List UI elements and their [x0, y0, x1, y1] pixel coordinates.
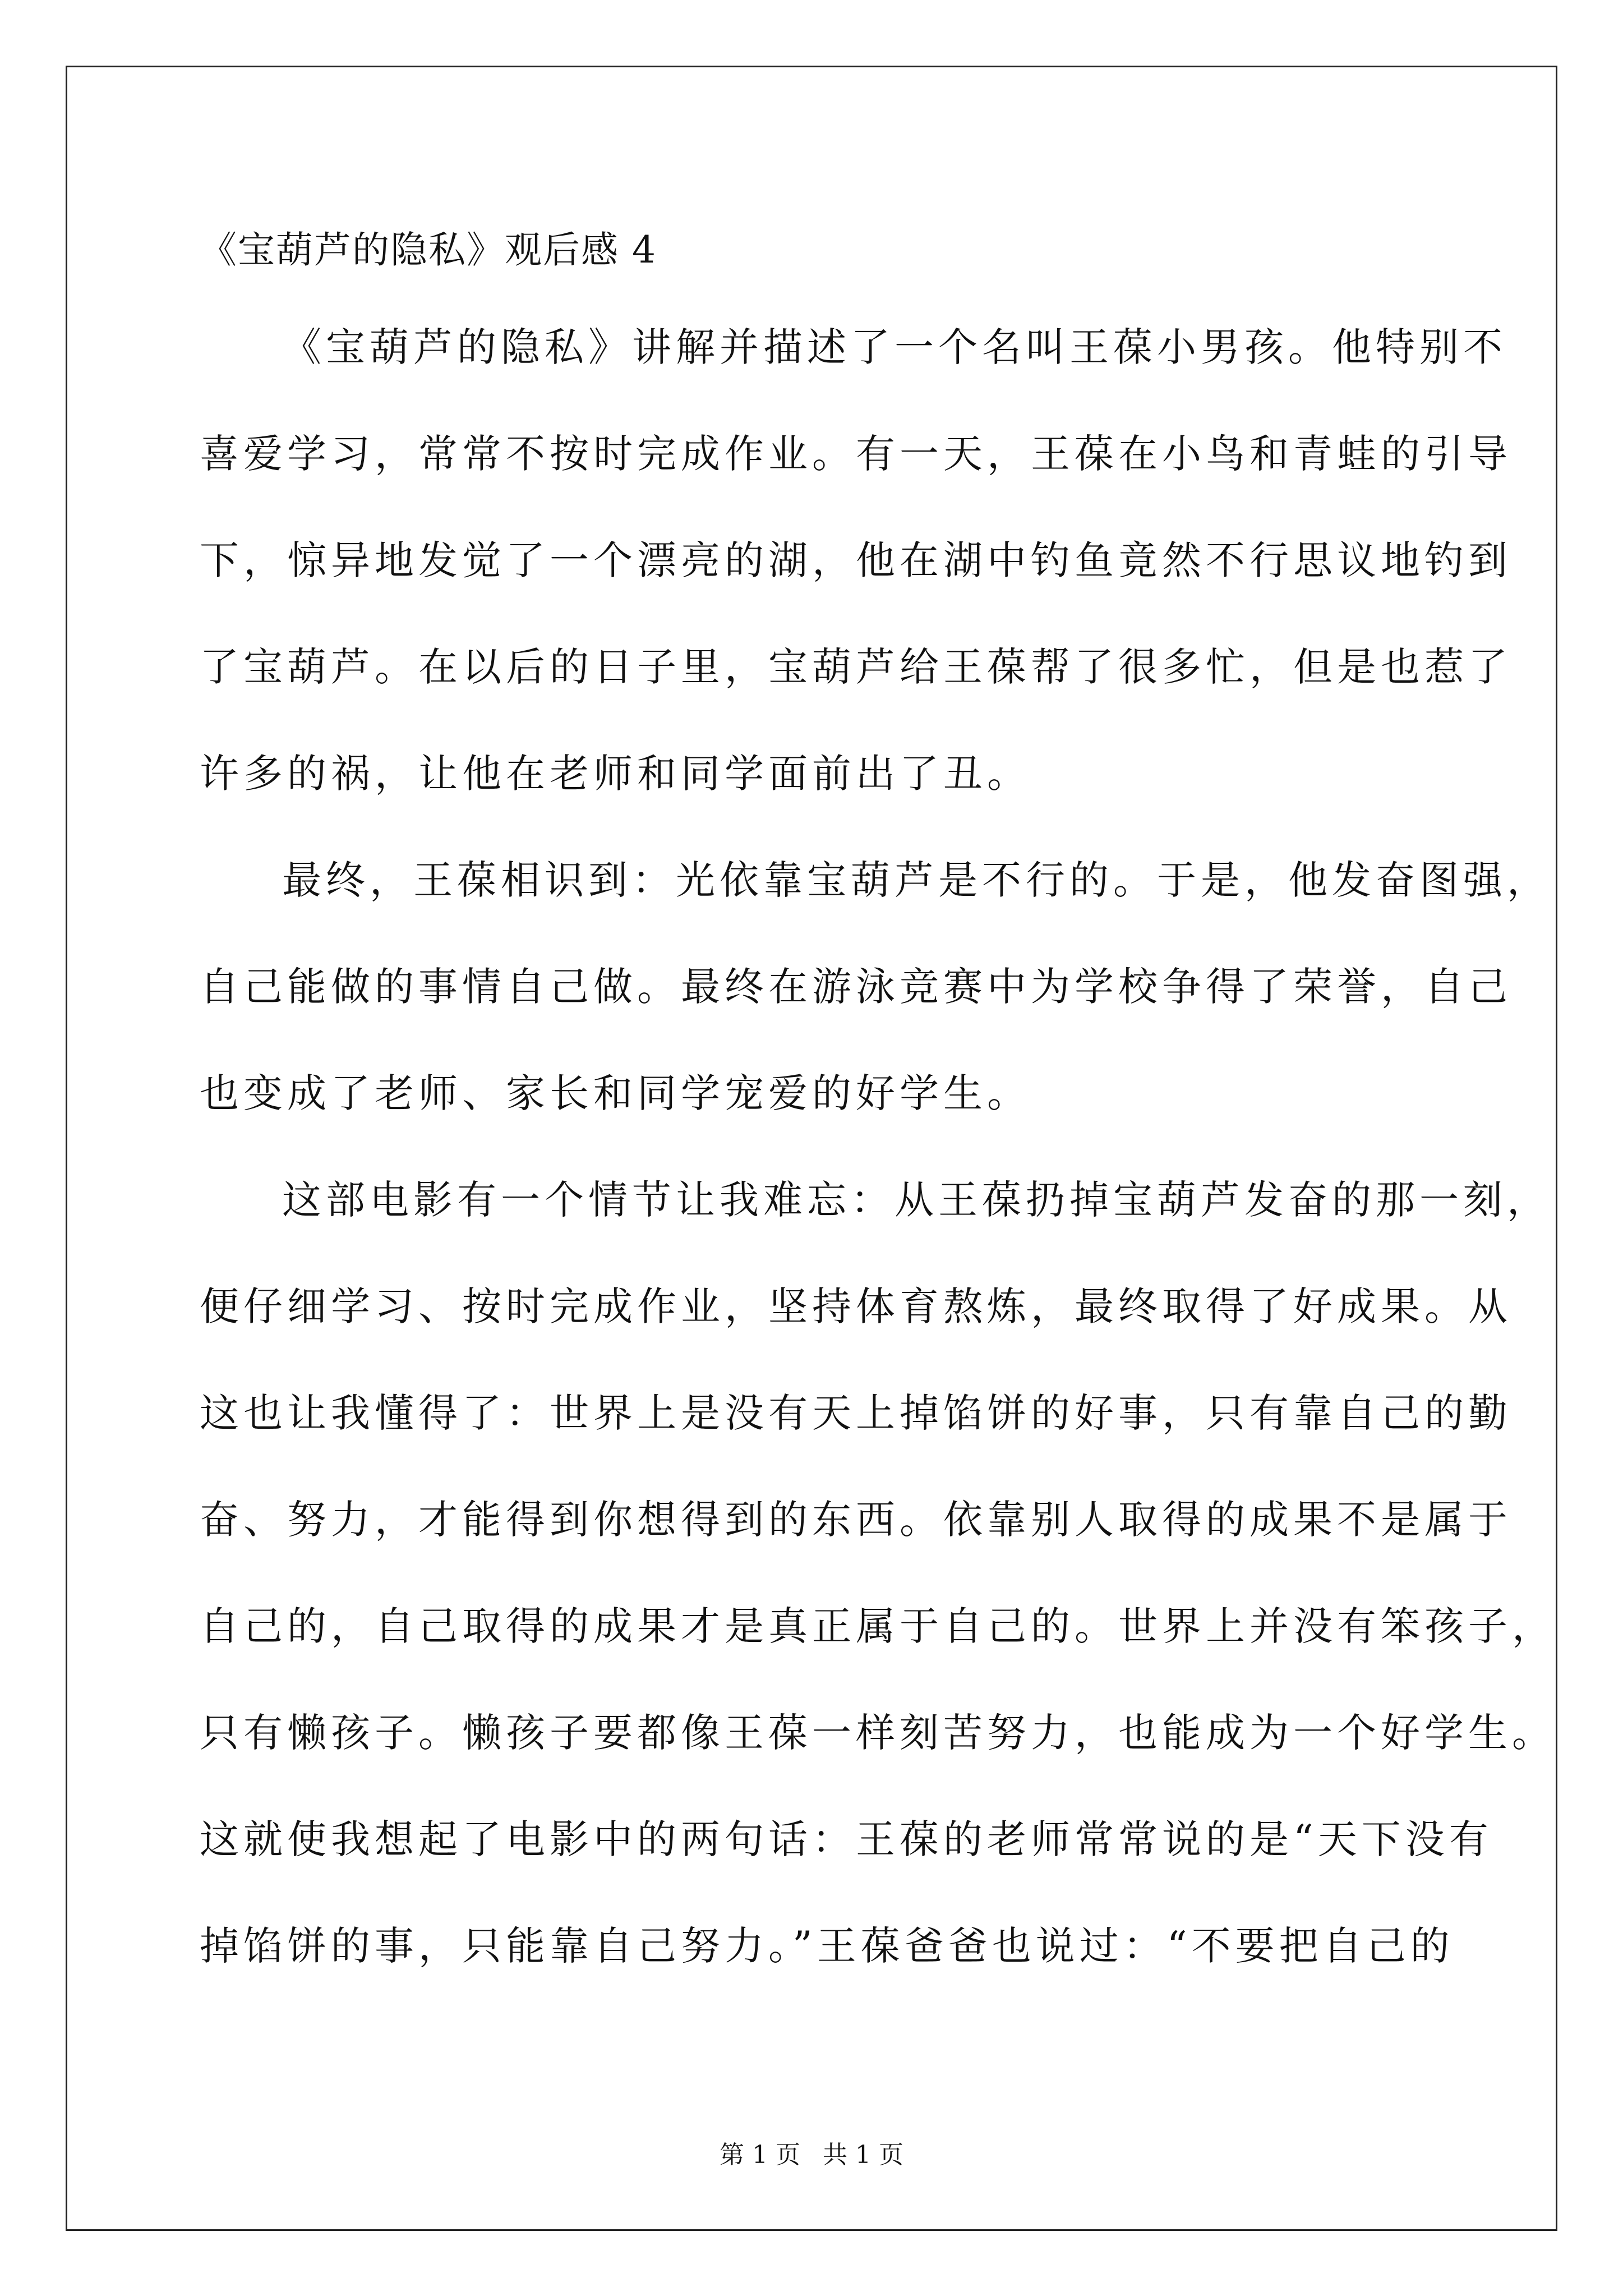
paragraph-2-line-2: 自己能做的事情自己做。最终在游泳竞赛中为学校争得了荣誉，自己 [200, 964, 1512, 1010]
paragraph-1-line-4: 了宝葫芦。在以后的日子里，宝葫芦给王葆帮了很多忙，但是也惹了 [200, 644, 1512, 690]
paragraph-2-line-1: 最终，王葆相识到：光依靠宝葫芦是不行的。于是，他发奋图强， [282, 857, 1551, 903]
paragraph-3-line-4: 奋、努力，才能得到你想得到的东西。依靠别人取得的成果不是属于 [200, 1497, 1512, 1543]
paragraph-1-line-1: 《宝葫芦的隐私》讲解并描述了一个名叫王葆小男孩。他特别不 [282, 324, 1507, 370]
paragraph-3-line-2: 便仔细学习、按时完成作业，坚持体育熬炼，最终取得了好成果。从 [200, 1283, 1512, 1329]
paragraph-1-line-3: 下，惊异地发觉了一个漂亮的湖，他在湖中钓鱼竟然不行思议地钓到 [200, 537, 1512, 583]
paragraph-3-line-3: 这也让我懂得了：世界上是没有天上掉馅饼的好事，只有靠自己的勤 [200, 1390, 1512, 1436]
document-title: 《宝葫芦的隐私》观后感 4 [200, 228, 657, 272]
paragraph-3-line-1: 这部电影有一个情节让我难忘：从王葆扔掉宝葫芦发奋的那一刻， [282, 1177, 1551, 1223]
paragraph-1-line-2: 喜爱学习，常常不按时完成作业。有一天，王葆在小鸟和青蛙的引导 [200, 431, 1512, 477]
page-number: 第 1 页 [720, 2141, 800, 2169]
page-total: 共 1 页 [823, 2141, 903, 2169]
paragraph-1-line-5: 许多的祸，让他在老师和同学面前出了丑。 [200, 751, 1031, 797]
paragraph-3-line-7: 这就使我想起了电影中的两句话：王葆的老师常常说的是“天下没有 [200, 1816, 1493, 1862]
paragraph-3-line-6: 只有懒孩子。懒孩子要都像王葆一样刻苦努力，也能成为一个好学生。 [200, 1710, 1556, 1756]
paragraph-3-line-8: 掉馅饼的事，只能靠自己努力。”王葆爸爸也说过：“不要把自己的 [200, 1923, 1454, 1969]
document-body [200, 294, 1556, 1999]
paragraph-2-line-3: 也变成了老师、家长和同学宠爱的好学生。 [200, 1070, 1031, 1116]
paragraph-3-line-5: 自己的，自己取得的成果才是真正属于自己的。世界上并没有笨孩子， [200, 1603, 1556, 1649]
page-footer [0, 2138, 1623, 2172]
